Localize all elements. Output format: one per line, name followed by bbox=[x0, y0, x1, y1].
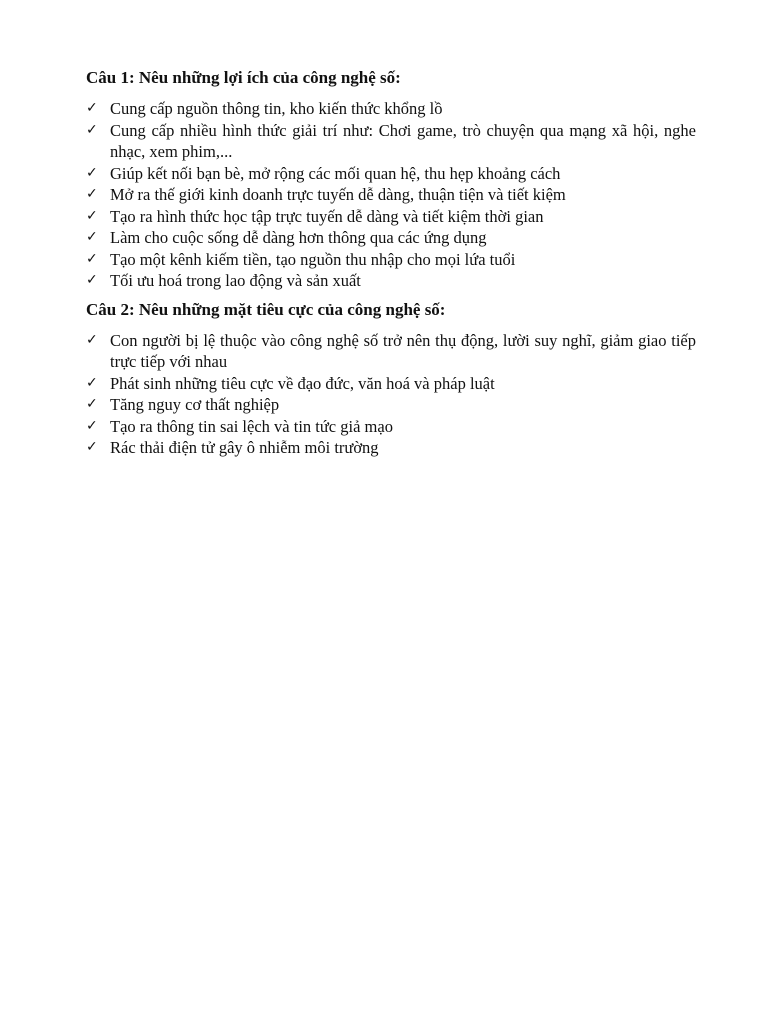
section2-heading: Câu 2: Nêu những mặt tiêu cực của công nghệ số: bbox=[86, 299, 446, 319]
list-item bbox=[86, 270, 696, 292]
check-icon: ✓ bbox=[86, 186, 98, 202]
list-item bbox=[86, 163, 696, 185]
check-icon: ✓ bbox=[86, 250, 98, 267]
list-item bbox=[86, 330, 696, 373]
list-item bbox=[86, 120, 696, 163]
check-icon: ✓ bbox=[86, 439, 98, 455]
check-icon: ✓ bbox=[86, 331, 98, 348]
list-item-text: Mở ra thế giới kinh doanh trực tuyến dễ dàng, thuận tiện và tiết kiệm bbox=[110, 185, 566, 204]
section2-list bbox=[86, 330, 696, 459]
list-item bbox=[86, 416, 696, 438]
list-item bbox=[86, 206, 696, 228]
list-item bbox=[86, 98, 696, 120]
list-item-text: Giúp kết nối bạn bè, mở rộng các mối quan hệ, thu hẹp khoảng cách bbox=[110, 163, 561, 183]
section1-list bbox=[86, 98, 696, 292]
list-item bbox=[86, 437, 696, 459]
check-icon: ✓ bbox=[86, 207, 98, 224]
list-item bbox=[86, 394, 696, 416]
list-item bbox=[86, 373, 696, 395]
check-icon: ✓ bbox=[86, 396, 98, 412]
list-item-text: Con người bị lệ thuộc vào công nghệ số trở nên thụ động, lười suy nghĩ, giảm giao tiếp trực tiếp với nhau bbox=[110, 330, 696, 371]
check-icon: ✓ bbox=[86, 164, 98, 181]
list-item-text: Cung cấp nguồn thông tin, kho kiến thức khổng lồ bbox=[110, 99, 443, 118]
list-item bbox=[86, 249, 696, 271]
check-icon: ✓ bbox=[86, 374, 98, 391]
list-item-text: Làm cho cuộc sống dễ dàng hơn thông qua các ứng dụng bbox=[110, 228, 487, 247]
check-icon: ✓ bbox=[86, 100, 98, 116]
list-item-text: Cung cấp nhiều hình thức giải trí như: Chơi game, trò chuyện qua mạng xã hội, nghe nhạc, xem phim,... bbox=[110, 120, 696, 161]
list-item bbox=[86, 184, 696, 206]
check-icon: ✓ bbox=[86, 417, 98, 434]
list-item-text: Tăng nguy cơ thất nghiệp bbox=[110, 395, 280, 414]
check-icon: ✓ bbox=[86, 121, 98, 138]
check-icon: ✓ bbox=[86, 229, 98, 245]
section1-heading: Câu 1: Nêu những lợi ích của công nghệ số: bbox=[86, 68, 401, 87]
list-item-text: Rác thải điện tử gây ô nhiễm môi trường bbox=[110, 438, 379, 457]
list-item-text: Tạo ra thông tin sai lệch và tin tức giả mạo bbox=[110, 416, 393, 436]
list-item-text: Phát sinh những tiêu cực về đạo đức, văn hoá và pháp luật bbox=[110, 373, 495, 393]
document-page bbox=[86, 66, 696, 465]
list-item-text: Tối ưu hoá trong lao động và sản xuất bbox=[110, 271, 361, 290]
list-item-text: Tạo một kênh kiếm tiền, tạo nguồn thu nhập cho mọi lứa tuổi bbox=[110, 249, 516, 269]
check-icon: ✓ bbox=[86, 272, 98, 288]
list-item bbox=[86, 227, 696, 249]
list-item-text: Tạo ra hình thức học tập trực tuyến dễ dàng và tiết kiệm thời gian bbox=[110, 206, 544, 226]
